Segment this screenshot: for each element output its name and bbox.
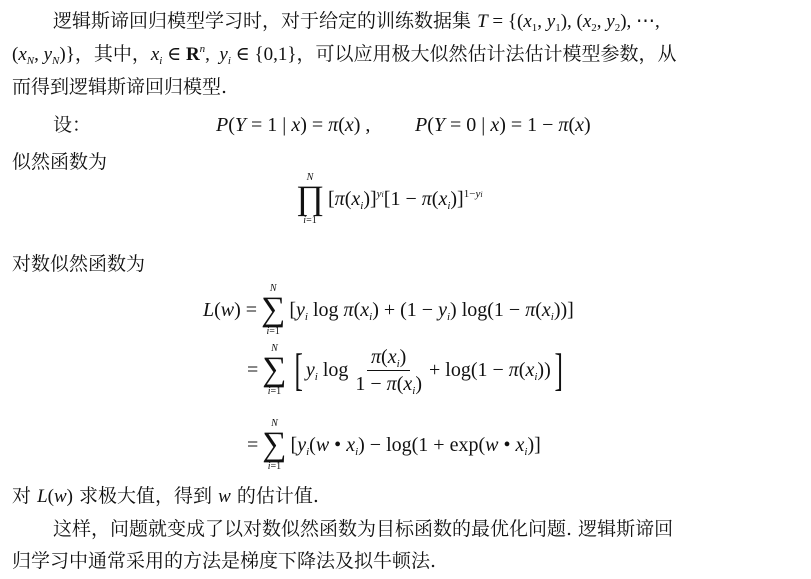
para2-line2: 归学习中通常采用的方法是梯度下降法及拟牛顿法.: [12, 550, 437, 572]
assume-label: 设：: [53, 114, 92, 136]
para1-line3: 而得到逻辑斯谛回归模型.: [12, 76, 228, 98]
sum-operator-3: N ∑ i=1: [262, 418, 287, 472]
loglik-row1: L(w) = N ∑ i=1 [$y_i$ $\log \pi(x_i) + (1 - y_i) \log(1 - \pi(x_i))$]: [203, 283, 574, 337]
para1-line2: ($x_N$, $y_N$)}，其中，$x_i$ ∈ $R^n$, $y_i$ ∈ {0,1}，可以应用极大似然估计法估计模型参数，从: [12, 43, 677, 67]
assume-line: [12, 113, 802, 137]
para1-line2-text-a: ，其中，: [74, 43, 151, 65]
para2-line1: 这样，问题就变成了以对数似然函数为目标函数的最优化问题. 逻辑斯谛回: [53, 518, 674, 540]
para1-line1-text: 逻辑斯谛回归模型学习时，对于给定的训练数据集: [53, 10, 472, 32]
sum-operator-2: N ∑ i=1: [262, 343, 287, 397]
dataset-T: T: [477, 11, 488, 32]
loglik-row2: = N ∑ i=1 [ $y_i$ log $\frac{\pi(x_i)}{1 - \pi(x_i)}$ + $\log(1 - \pi(x_i))$ ]: [247, 343, 563, 397]
para1-line2-text-b: ，可以应用极大似然估计法估计模型参数，从: [296, 43, 677, 65]
loglik-row3: = N ∑ i=1 [$y_i(w$ • $x_i) - \log(1 + \exp(w$ • $x_i$)]: [247, 418, 541, 472]
likelihood-label: 似然函数为: [12, 151, 108, 173]
assume-eq2: P(Y = 0 | x) = 1 − π(x): [415, 114, 591, 136]
likelihood-equation: N ∏ i=1 $[\pi(x_i)]^{yi}[1 - \pi(x_i)]^{1-yi}$: [296, 172, 483, 226]
loglik-label: 对数似然函数为: [12, 253, 146, 275]
product-operator: N ∏ i=1: [296, 172, 324, 226]
max-line: 对 L(w) 求极大值，得到 w 的估计值.: [12, 485, 319, 507]
para1-line1: 逻辑斯谛回归模型学习时，对于给定的训练数据集 $T = \{(x_1$, $y_1$), ($x_2$, $y_2$), ⋯,: [53, 10, 660, 34]
odds-fraction: $\frac{\pi(x_i)}{1 - \pi(x_i)}$: [355, 345, 422, 397]
assume-eq1: P(Y = 1 | x) = π(x) ,: [216, 114, 371, 136]
sum-operator-1: N ∑ i=1: [261, 283, 286, 337]
